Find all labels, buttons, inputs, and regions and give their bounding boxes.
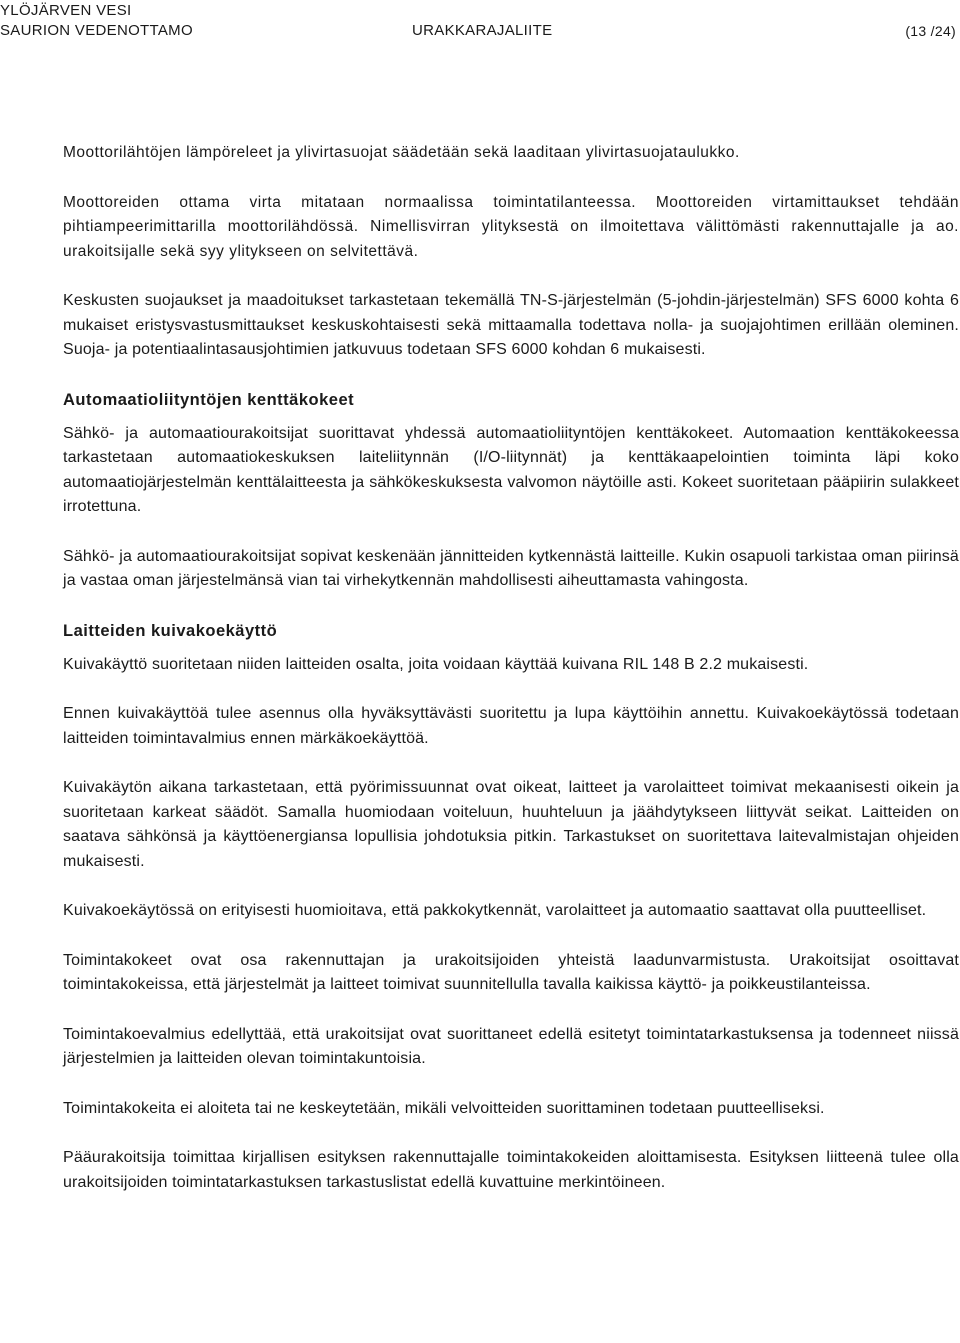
- paragraph-motor-current: Moottoreiden ottama virta mitataan normaalissa toimintatilanteessa. Moottoreiden virtamittaukset tehdään pihtiampeerimittarilla moottorilähdössä. Nimellisvirran ylityksestä on ilmoitettava välittömästi rakennuttajalle ja ao. urakoitsijalle sekä syy ylitykseen on selvitettävä.: [63, 193, 959, 260]
- paragraph-test-suspension: Toimintakokeita ei aloiteta tai ne keskeytetään, mikäli velvoitteiden suorittaminen todetaan puutteelliseksi.: [63, 1099, 825, 1117]
- project-name: SAURION VEDENOTTAMO: [0, 22, 193, 39]
- section-heading-automation-tests: Automaatioliityntöjen kenttäkokeet: [63, 390, 355, 409]
- paragraph-overload-protection: Moottorilähtöjen lämpöreleet ja ylivirtasuojat säädetään sekä laaditaan ylivirtasuojataulukko.: [63, 144, 740, 161]
- paragraph-dry-run-notes: Kuivakoekäytössä on erityisesti huomioitava, että pakkokytkennät, varolaitteet ja automaatio saattavat olla puutteelliset.: [63, 902, 927, 919]
- paragraph-test-readiness: Toimintakoevalmius edellyttää, että urakoitsijat ovat suorittaneet edellä esitetyt toimintatarkastuksensa ja todenneet niissä järjestelmien ja laitteiden olevan toimintakuntoisia.: [63, 1025, 959, 1067]
- paragraph-earthing-checks: Keskusten suojaukset ja maadoitukset tarkastetaan tekemällä TN-S-järjestelmän (5-johdin-järjestelmän) SFS 6000 kohta 6 mukaiset eristysvastusmittaukset keskuskohtaisesti sekä mittaamalla todettava nolla- ja suojajohtimen erillään oleminen. Suoja- ja potentiaalintasausjohtimien jatkuvuus todetaan SFS 6000 kohdan 6 mukaisesti.: [63, 292, 959, 358]
- document-body: [63, 141, 959, 1220]
- organization-name: YLÖJÄRVEN VESI: [0, 2, 132, 19]
- paragraph-dry-run-prerequisites: Ennen kuivakäyttöä tulee asennus olla hyväksyttävästi suoritettu ja lupa käyttöihin annettu. Kuivakoekäytössä todetaan laitteiden toimintavalmius ennen märkäkoekäyttöä.: [63, 705, 959, 747]
- document-title: URAKKARAJALIITE: [412, 22, 553, 39]
- paragraph-dry-run-scope: Kuivakäyttö suoritetaan niiden laitteiden osalta, joita voidaan käyttää kuivana RIL 148 B 2.2 mukaisesti.: [63, 655, 809, 673]
- paragraph-automation-field-tests: Sähkö- ja automaatiourakoitsijat suorittavat yhdessä automaatioliityntöjen kenttäkokeet. Automaation kenttäkokeessa tarkastetaan automaatiokeskuksen laiteliitynnän (I/O-liitynnät) ja kenttäkaapelointien toiminta läpi koko automaatiojärjestelmän kenttälaitteesta ja sähkökeskuksesta valvomon näytöille asti. Kokeet suoritetaan pääpiirin sulakkeet irrotettuna.: [63, 424, 959, 515]
- page-number: (13 /24): [905, 23, 956, 39]
- paragraph-test-proposal: Pääurakoitsija toimittaa kirjallisen esityksen rakennuttajalle toimintakokeiden aloittamisesta. Esityksen liitteenä tulee olla urakoitsijoiden toimintatarkastuksen tarkastuslistat edellä kuvattuine merkintöineen.: [63, 1149, 959, 1191]
- page-header: [0, 0, 960, 44]
- paragraph-function-tests: Toimintakokeet ovat osa rakennuttajan ja urakoitsijoiden yhteistä laadunvarmistusta. Urakoitsijat osoittavat toimintakokeissa, että järjestelmät ja laitteet toimivat suunnitellulla tavalla kaikissa käyttö- ja poikkeustilanteissa.: [63, 951, 959, 993]
- paragraph-dry-run-checks: Kuivakäytön aikana tarkastetaan, että pyörimissuunnat ovat oikeat, laitteet ja varolaitteet toimivat mekaanisesti oikein ja suoritetaan karkeat säädöt. Samalla huomiodaan voiteluun, huuhteluun ja jäähdytykseen liittyvät seikat. Laitteiden on saatava sähkönsä ja käyttöenergiansa lopullisia johdotuksia pitkin. Tarkastukset on suoritettava laitevalmistajan ohjeiden mukaisesti.: [63, 779, 959, 870]
- section-heading-dry-run: Laitteiden kuivakoekäyttö: [63, 621, 278, 640]
- paragraph-voltage-connection: Sähkö- ja automaatiourakoitsijat sopivat keskenään jännitteiden kytkennästä laitteille. Kukin osapuoli tarkistaa oman piirinsä ja vastaa oman järjestelmänsä vian tai virhekytkennän mahdollisesti aiheuttamasta vahingosta.: [63, 547, 959, 589]
